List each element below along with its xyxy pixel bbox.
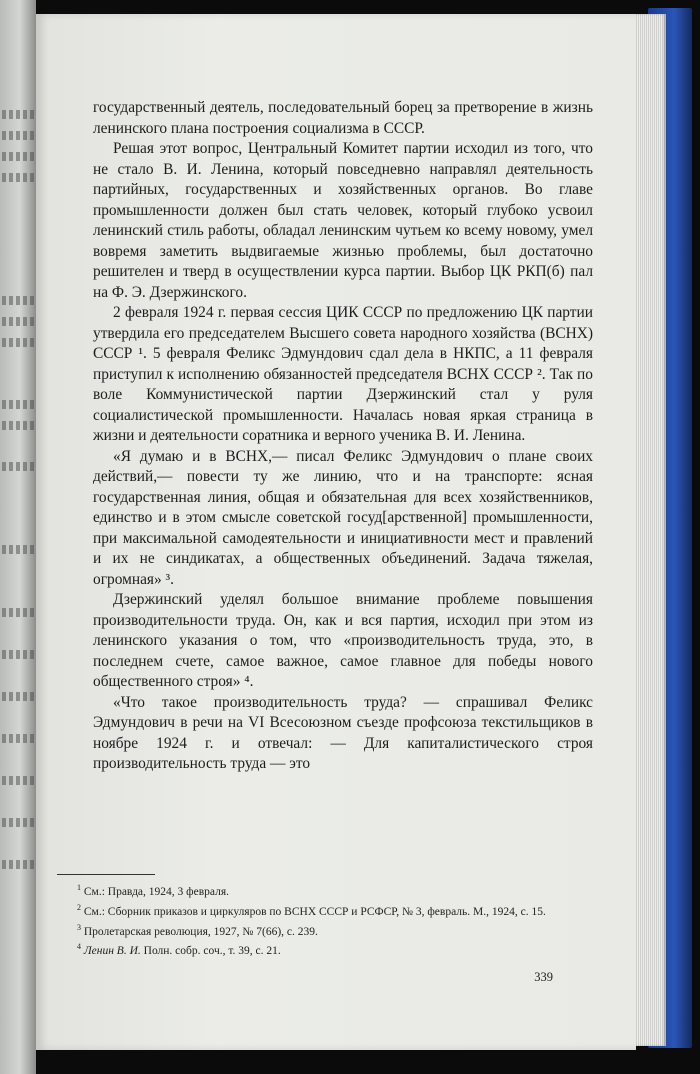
paragraph: государственный деятель, последовательный борец за претворение в жизнь ленинского плана построения социализма в СССР.: [93, 99, 593, 137]
footnote: [57, 920, 557, 940]
footnote-number: 2: [77, 902, 81, 912]
page-number: 339: [534, 970, 553, 984]
main-text: [93, 98, 593, 775]
footnote: [57, 939, 557, 959]
footnote-number: 3: [77, 922, 81, 932]
footnote-number: 4: [77, 942, 81, 952]
paragraph: «Что такое производительность труда? — спрашивал Феликс Эдмундович в речи на VI Всесоюзном съезде профсоюза текстильщиков в ноябре 1924 г. и отвечал: — Для капиталистического строя производительность труда — это: [93, 693, 593, 772]
footnotes: [57, 880, 557, 959]
footnote-text: Полн. собр. соч., т. 39, с. 21.: [143, 945, 281, 958]
adjacent-page-edge: [0, 0, 36, 1074]
footnote-text: См.: Правда, 1924, 3 февраля.: [83, 885, 229, 898]
footnote-number: 1: [77, 883, 81, 892]
paragraph: Решая этот вопрос, Центральный Комитет партии исходил из того, что не стало В. И. Ленина, который повседневно направлял деятельность партийных, государственных и хозяйственных органов. Во главе промышленности должен был стать человек, который глубоко усвоил ленинский стиль работы, обладал ленинским чутьем ко всему новому, умел вовремя заметить выдвигаемые жизнью проблемы, был достаточно решителен и тверд в осуществлении курса партии. Выбор ЦК РКП(б) пал на Ф. Э. Дзержинского.: [93, 140, 593, 301]
footnote-text: Пролетарская революция, 1927, № 7(66), с. 239.: [83, 925, 318, 938]
footnote: [57, 880, 557, 900]
paragraph: Дзержинский уделял большое внимание проблеме повышения производительности труда. Он, как и вся партия, исходил при этом из ленинского указания о том, что «производительность труда, это, в последнем счете, самое важное, самое главное для победы нового общественного строя» ⁴.: [93, 591, 593, 690]
paragraph: «Я думаю и в ВСНХ,— писал Феликс Эдмундович о плане своих действий,— повести ту же линию, что и на транспорте: ясная государственная линия, общая и обязательная для всех хозяйственников, единство и в этом смысле советской госуд[арственной] промышленности, при максимальной самодеятельности и инициативности мест и правлений и их не синдикатах, а общественных объединений. Задача тяжелая, огромная» ³.: [93, 447, 593, 588]
paragraph: 2 февраля 1924 г. первая сессия ЦИК СССР по предложению ЦК партии утвердила его председателем Высшего совета народного хозяйства (ВСНХ) СССР ¹. 5 февраля Феликс Эдмундович сдал дела в НКПС, а 11 февраля приступил к исполнению обязанностей председателя ВСНХ СССР ². Так по воле Коммунистической партии Дзержинский стал у руля социалистической промышленности. Началась новая яркая страница в жизни и деятельности соратника и верного ученика В. И. Ленина.: [93, 304, 593, 444]
footnote: [57, 900, 557, 920]
footnote-rule: [57, 874, 155, 875]
footnote-author: Ленин В. И.: [83, 945, 141, 958]
footnote-text: См.: Сборник приказов и циркуляров по ВСНХ СССР и РСФСР, № 3, февраль. М., 1924, с. 15.: [83, 905, 546, 918]
